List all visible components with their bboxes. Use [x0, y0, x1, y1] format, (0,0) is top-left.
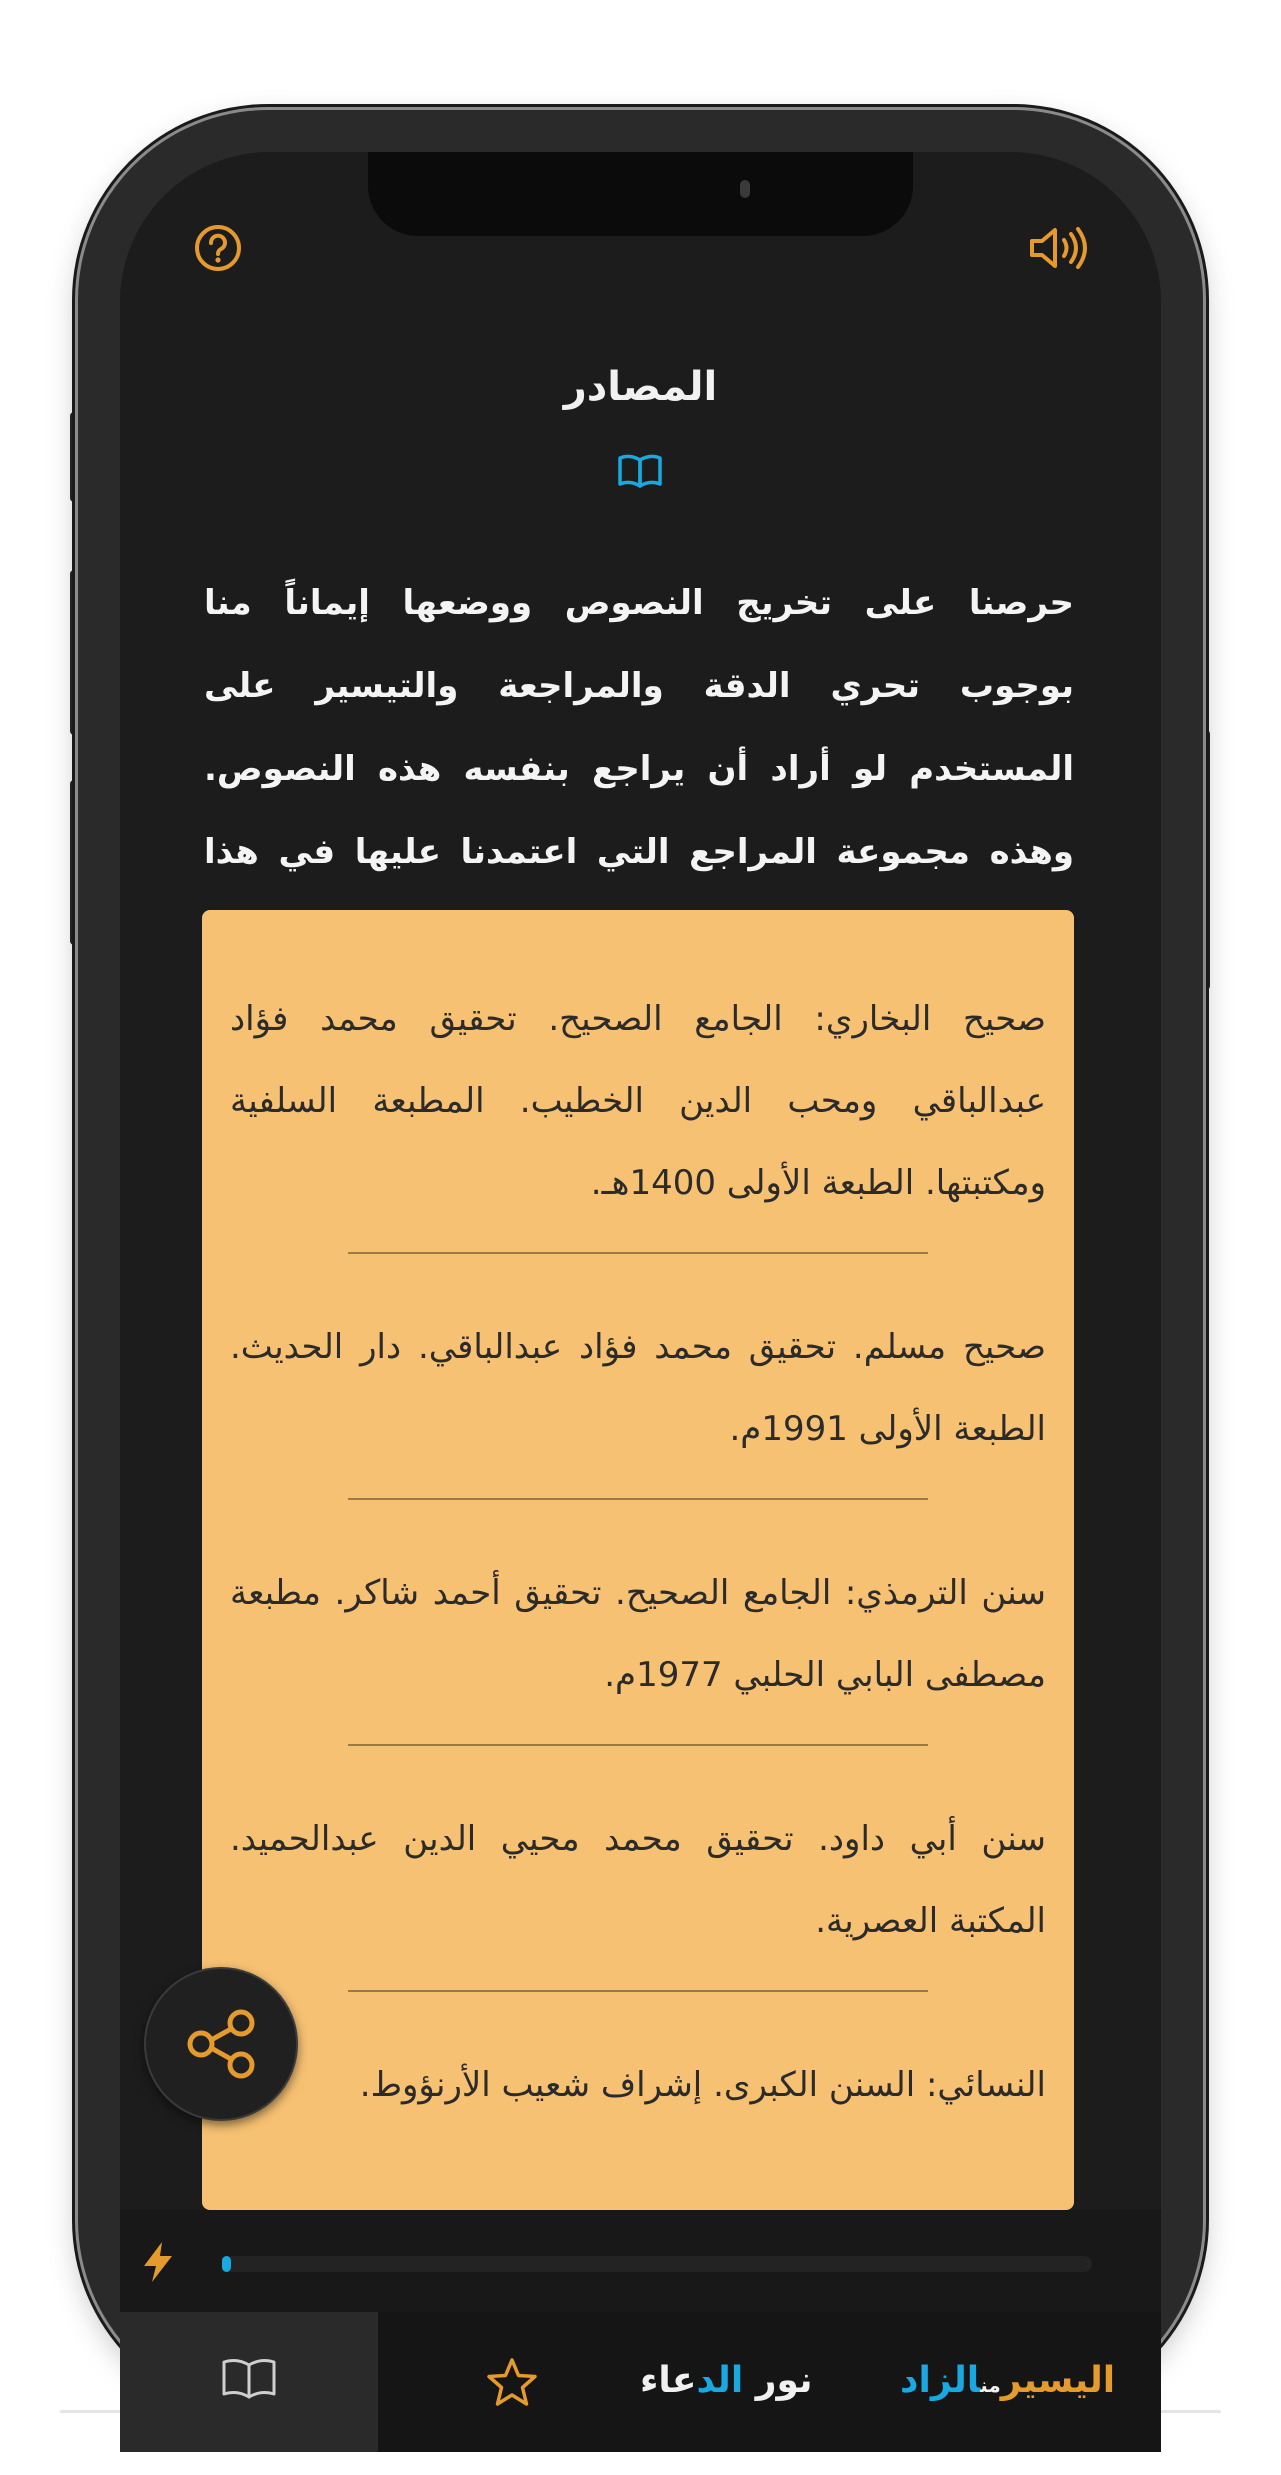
intro-text: حرصنا على تخريج النصوص ووضعها إيماناً منا بوجوب تحري الدقة والمراجعة والتيسير على المستخدم لو أراد أن يراجع بنفسه هذه النصوص. وهذه مجموعة المراجع التي اعتمدنا عليها في هذا	[204, 583, 1074, 872]
star-icon	[484, 2356, 540, 2410]
app-screen	[120, 152, 1161, 2401]
bottom-nav	[120, 2312, 1161, 2452]
divider	[348, 1498, 928, 1500]
book-icon	[220, 2356, 278, 2402]
open-book-icon	[616, 452, 664, 488]
sources-card	[202, 910, 1074, 2210]
brand-noor-part3: عاء	[640, 2360, 697, 2401]
brand-noor-aldoaa[interactable]	[640, 2360, 813, 2401]
share-icon	[146, 1969, 296, 2119]
help-circle-icon[interactable]	[192, 222, 244, 274]
source-item: سنن الترمذي: الجامع الصحيح. تحقيق أحمد شاكر. مطبعة مصطفى البابي الحلبي 1977م.	[230, 1573, 1046, 1695]
camera	[740, 180, 750, 198]
progress-track[interactable]	[222, 2256, 1092, 2272]
page-title: المصادر	[563, 364, 718, 410]
brand-yaseer-part2: من	[980, 2373, 1001, 2397]
reading-progress	[120, 2210, 1161, 2312]
divider	[348, 1744, 928, 1746]
divider	[348, 1990, 928, 1992]
source-item: سنن أبي داود. تحقيق محمد محيي الدين عبدالحميد. المكتبة العصرية.	[230, 1819, 1046, 1941]
divider	[348, 1252, 928, 1254]
phone-frame	[78, 110, 1203, 2410]
brand-noor-part2: الد	[696, 2360, 744, 2401]
brand-yaseer-part3: الزاد	[900, 2360, 981, 2401]
progress-fill	[222, 2256, 231, 2272]
favorites-button[interactable]	[484, 2356, 540, 2414]
nav-book-button[interactable]	[120, 2312, 378, 2452]
brand-noor-part1: نور	[755, 2360, 813, 2401]
brand-alyaseer[interactable]	[900, 2360, 1115, 2401]
brand-yaseer-part1: اليسير	[1000, 2360, 1116, 2401]
source-item: صحيح مسلم. تحقيق محمد فؤاد عبدالباقي. دار الحديث. الطبعة الأولى 1991م.	[230, 1327, 1046, 1449]
bolt-icon	[140, 2240, 176, 2284]
speaker-icon[interactable]	[1026, 222, 1090, 274]
source-item: صحيح البخاري: الجامع الصحيح. تحقيق محمد فؤاد عبدالباقي ومحب الدين الخطيب. المطبعة السلفية ومكتبتها. الطبعة الأولى 1400هـ.	[230, 999, 1046, 1203]
notch	[368, 152, 913, 236]
source-item: النسائي: السنن الكبرى. إشراف شعيب الأرنؤوط.	[359, 2065, 1046, 2105]
share-button[interactable]	[144, 1967, 298, 2121]
